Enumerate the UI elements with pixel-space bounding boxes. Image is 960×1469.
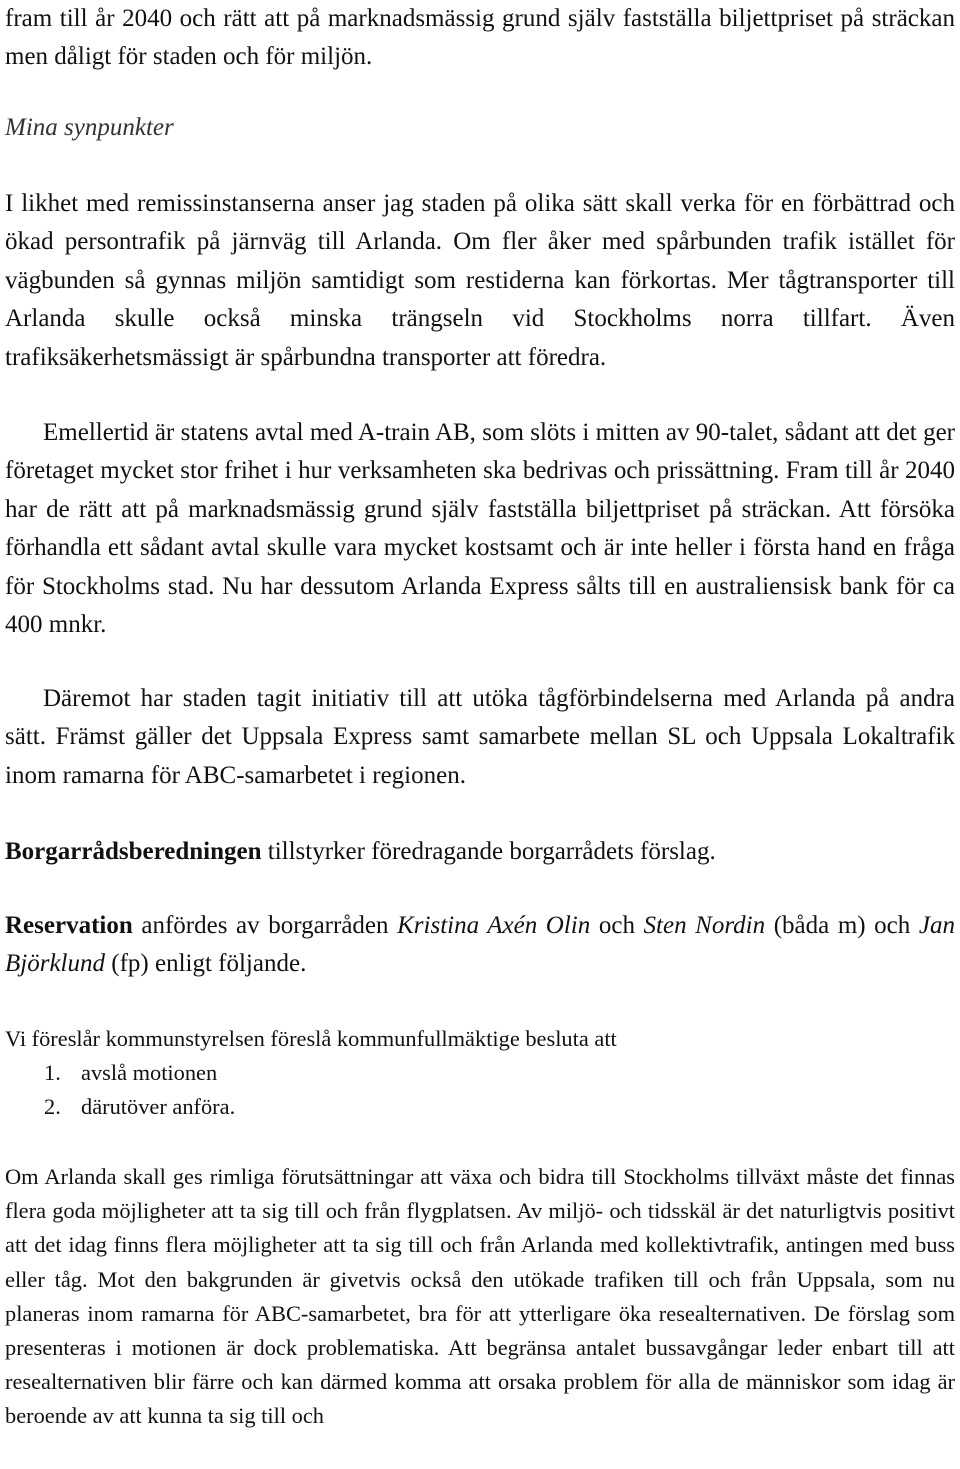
reservation-text-1: anfördes av borgarråden [132,912,398,939]
list-number: 1. [44,1060,61,1085]
paragraph-5: Om Arlanda skall ges rimliga förutsättningar att växa och bidra till Stockholms tillväxt måste det finnas flera goda möjligheter att ta sig till och från flygplatsen. Av miljö- och tidsskäl är det naturligtvis positivt att det idag finns flera möjligheter att ta sig till och från Arlanda med kollektivtrafik, antingen med buss eller tåg. Mot den bakgrunden är givetvis också den utökade trafiken till och från Uppsala, som nu planeras inom ramarna för ABC-samarbetet, bra för att ytterligare öka resealternativen. De förslag som presenteras i motionen är dock problematiska. Att begränsa antalet bussavgångar leder enbart till att resealternativen blir färre och kan därmed komma att orsaka problem för alla de människor som idag är beroende av att kunna ta sig till och [5,1164,955,1429]
list-text: därutöver anföra. [81,1094,236,1119]
list-item [44,1090,235,1124]
section-heading: Mina synpunkter [5,114,174,141]
proposal-intro: Vi föreslår kommunstyrelsen föreslå kommunfullmäktige besluta att [5,1026,617,1051]
borgarradsberedningen-label: Borgarrådsberedningen [5,838,262,865]
paragraph-1: I likhet med remissinstanserna anser jag staden på olika sätt skall verka för en förbättrad och ökad persontrafik på järnväg till Arlanda. Om fler åker med spårbunden trafik istället för vägbunden så gynnas miljön samtidigt som restiderna kan förkortas. Mer tågtransporter till Arlanda skulle också minska trängseln vid Stockholms norra tillfart. Även trafiksäkerhetsmässigt är spårbundna transporter att föredra. [5,190,955,371]
paragraph-3: Däremot har staden tagit initiativ till att utöka tågförbindelserna med Arlanda på andra sätt. Främst gäller det Uppsala Express samt samarbete mellan SL och Uppsala Lokaltrafik inom ramarna för ABC-samarbetet i regionen. [5,685,955,789]
paragraph-2: Emellertid är statens avtal med A-train AB, som slöts i mitten av 90-talet, sådant att det ger företaget mycket stor frihet i hur verksamheten ska bedrivas och prissättning. Fram till år 2040 har de rätt att på marknadsmässig grund själv fastställa biljettpriset på sträckan. Att försöka förhandla ett sådant avtal skulle vara mycket kostsamt och är inte heller i första hand en fråga för Stockholms stad. Nu har dessutom Arlanda Express sålts till en australiensisk bank för ca 400 mnkr. [5,419,955,639]
paragraph-4-text: tillstyrker föredragande borgarrådets förslag. [261,838,716,865]
person-name-1: Kristina Axén Olin [397,912,591,939]
person-name-3: Jan Björklund [5,912,955,978]
reservation-text-4: (fp) enligt följande. [105,950,307,978]
reservation-label: Reservation [5,912,133,939]
reservation-paragraph [5,907,955,984]
list-number: 2. [44,1094,61,1119]
list-item [44,1056,235,1090]
list-text: avslå motionen [81,1060,218,1085]
intro-paragraph: fram till år 2040 och rätt att på marknadsmässig grund själv fastställa biljettpriset på sträckan men dåligt för staden och för miljön. [5,5,955,71]
reservation-text-2: och [590,912,644,939]
paragraph-4 [5,833,955,871]
decision-list [44,1056,235,1124]
reservation-text-3: (båda m) och [765,912,919,939]
person-name-2: Sten Nordin [643,912,766,939]
